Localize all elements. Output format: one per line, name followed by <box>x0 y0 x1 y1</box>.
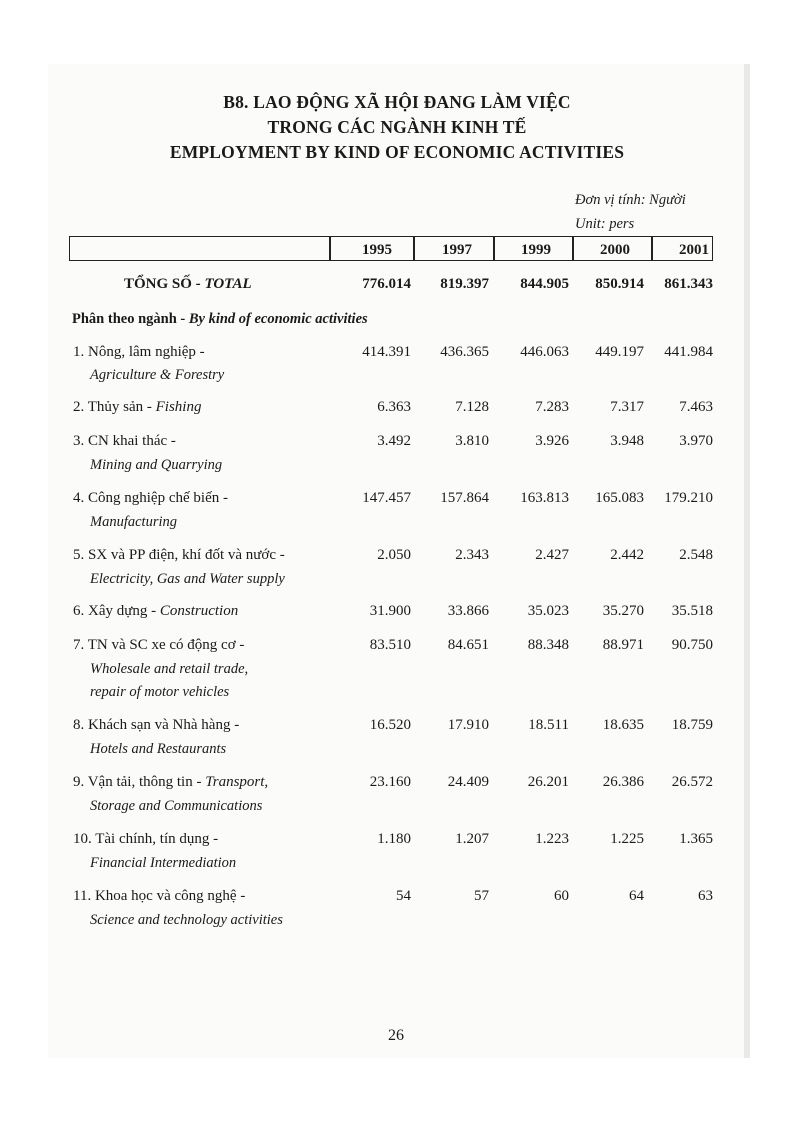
cell: 18.635 <box>602 717 644 733</box>
cell: 3.926 <box>535 433 569 449</box>
cell: 446.063 <box>520 344 569 360</box>
cell: 2.343 <box>455 547 489 563</box>
cell: 179.210 <box>664 490 713 506</box>
row-label-en: Agriculture & Forestry <box>90 367 225 383</box>
cell: 441.984 <box>664 344 713 360</box>
cell: 2.548 <box>679 547 713 563</box>
cell: 7.283 <box>535 399 569 415</box>
year-header: 2001 <box>679 242 709 258</box>
row-label-en: repair of motor vehicles <box>90 684 230 700</box>
unit-en: Unit: pers <box>575 216 635 232</box>
cell: 1.365 <box>679 831 713 847</box>
cell: 1.223 <box>535 831 569 847</box>
cell: 26.572 <box>671 774 713 790</box>
total-value: 776.014 <box>362 276 411 292</box>
cell: 3.492 <box>377 433 411 449</box>
cell: 17.910 <box>447 717 489 733</box>
cell: 83.510 <box>369 637 411 653</box>
row-label-en: Financial Intermediation <box>90 855 237 871</box>
row-label: 2. Thủy sản - Fishing <box>73 399 202 415</box>
cell: 1.225 <box>610 831 644 847</box>
row-label: 8. Khách sạn và Nhà hàng - <box>73 717 240 733</box>
cell: 35.023 <box>527 603 569 619</box>
cell: 3.810 <box>455 433 489 449</box>
cell: 18.759 <box>671 717 713 733</box>
cell: 7.463 <box>679 399 713 415</box>
row-label-en: Wholesale and retail trade, <box>90 661 249 677</box>
cell: 54 <box>396 888 411 904</box>
title-vi-line1: B8. LAO ĐỘNG XÃ HỘI ĐANG LÀM VIỆC <box>223 92 571 112</box>
total-value: 850.914 <box>595 276 644 292</box>
year-header: 1999 <box>521 242 551 258</box>
row-label: 10. Tài chính, tín dụng - <box>73 831 219 847</box>
cell: 1.180 <box>377 831 411 847</box>
cell: 26.386 <box>602 774 644 790</box>
cell: 449.197 <box>595 344 644 360</box>
cell: 24.409 <box>447 774 489 790</box>
unit-vi: Đơn vị tính: Người <box>575 192 686 208</box>
year-header: 1995 <box>362 242 392 258</box>
row-label: 5. SX và PP điện, khí đốt và nước - <box>73 547 285 563</box>
subheading: Phân theo ngành - By kind of economic activities <box>72 311 368 327</box>
cell: 436.365 <box>440 344 489 360</box>
total-value: 844.905 <box>520 276 569 292</box>
row-label-en: Science and technology activities <box>90 912 283 928</box>
row-label-en: Manufacturing <box>90 514 177 530</box>
cell: 35.270 <box>602 603 644 619</box>
cell: 147.457 <box>362 490 411 506</box>
year-header: 2000 <box>600 242 630 258</box>
row-label: 7. TN và SC xe có động cơ - <box>73 637 245 653</box>
cell: 157.864 <box>440 490 489 506</box>
cell: 16.520 <box>369 717 411 733</box>
cell: 3.970 <box>679 433 713 449</box>
cell: 7.128 <box>455 399 489 415</box>
cell: 2.442 <box>610 547 644 563</box>
cell: 64 <box>629 888 644 904</box>
page-number: 26 <box>388 1027 404 1044</box>
page-edge <box>744 64 750 1058</box>
row-label: 6. Xây dựng - Construction <box>73 603 239 619</box>
cell: 6.363 <box>377 399 411 415</box>
cell: 7.317 <box>610 399 644 415</box>
cell: 35.518 <box>671 603 713 619</box>
row-label-en: Storage and Communications <box>90 798 263 814</box>
cell: 31.900 <box>369 603 411 619</box>
cell: 165.083 <box>595 490 644 506</box>
row-label: 9. Vận tải, thông tin - Transport, <box>73 774 269 790</box>
cell: 60 <box>554 888 569 904</box>
year-header: 1997 <box>442 242 472 258</box>
cell: 163.813 <box>520 490 569 506</box>
title-vi-line2: TRONG CÁC NGÀNH KINH TẾ <box>267 117 527 137</box>
cell: 18.511 <box>528 717 569 733</box>
cell: 3.948 <box>610 433 644 449</box>
cell: 2.427 <box>535 547 569 563</box>
cell: 414.391 <box>362 344 411 360</box>
cell: 88.348 <box>527 637 569 653</box>
cell: 2.050 <box>377 547 411 563</box>
total-label: TỔNG SỐ - TOTAL <box>124 276 252 292</box>
header-divider <box>329 236 331 261</box>
cell: 57 <box>474 888 489 904</box>
cell: 63 <box>698 888 713 904</box>
cell: 90.750 <box>671 637 713 653</box>
row-label: 1. Nông, lâm nghiệp - <box>73 344 205 360</box>
total-value: 861.343 <box>664 276 713 292</box>
row-label-en: Electricity, Gas and Water supply <box>90 571 285 587</box>
cell: 33.866 <box>447 603 489 619</box>
cell: 1.207 <box>455 831 489 847</box>
cell: 88.971 <box>602 637 644 653</box>
title-en: EMPLOYMENT BY KIND OF ECONOMIC ACTIVITIES <box>169 142 625 162</box>
row-label: 3. CN khai thác - <box>73 433 176 449</box>
row-label: 4. Công nghiệp chế biến - <box>73 490 228 506</box>
row-label: 11. Khoa học và công nghệ - <box>73 888 246 904</box>
cell: 84.651 <box>447 637 489 653</box>
row-label-en: Mining and Quarrying <box>90 457 223 473</box>
cell: 26.201 <box>527 774 569 790</box>
row-label-en: Hotels and Restaurants <box>90 741 227 757</box>
total-value: 819.397 <box>440 276 489 292</box>
cell: 23.160 <box>369 774 411 790</box>
